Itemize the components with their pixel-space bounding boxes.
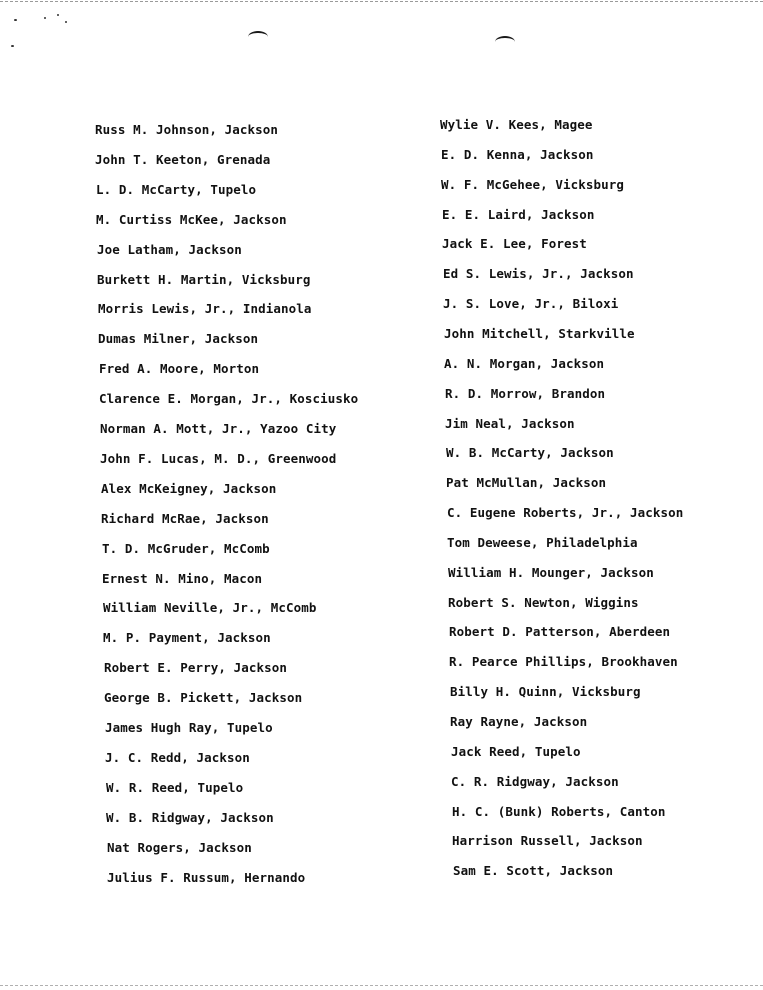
name-entry: Richard McRae, Jackson [101,510,269,526]
name-entry: H. C. (Bunk) Roberts, Canton [452,803,666,819]
name-entry: John Mitchell, Starkville [444,325,635,341]
name-entry: E. D. Kenna, Jackson [441,146,594,162]
name-entry: W. F. McGehee, Vicksburg [441,176,625,192]
name-entry: James Hugh Ray, Tupelo [105,720,273,735]
name-entry: Clarence E. Morgan, Jr., Kosciusko [99,391,359,407]
name-entry: Robert S. Newton, Wiggins [448,594,639,610]
name-entry: William H. Mounger, Jackson [448,564,654,580]
name-entry: L. D. McCarty, Tupelo [96,181,257,197]
name-entry: Dumas Milner, Jackson [98,331,259,347]
name-entry: Ed S. Lewis, Jr., Jackson [443,266,634,282]
top-perforation-line [0,1,763,2]
name-entry: John T. Keeton, Grenada [95,151,271,167]
name-entry: R. D. Morrow, Brandon [445,385,606,401]
speck [14,19,17,21]
name-entry: Tom Deweese, Philadelphia [447,534,638,550]
name-entry: Ernest N. Mino, Macon [102,570,263,586]
name-entry: Ray Rayne, Jackson [450,714,588,729]
name-entry: W. R. Reed, Tupelo [106,779,244,795]
name-entry: Pat McMullan, Jackson [446,475,607,491]
name-entry: Julius F. Russum, Hernando [107,869,306,885]
name-entry: J. S. Love, Jr., Biloxi [443,296,619,312]
name-entry: C. Eugene Roberts, Jr., Jackson [447,505,684,521]
name-entry: Jack Reed, Tupelo [451,743,581,759]
name-entry: William Neville, Jr., McComb [103,600,317,616]
left-column-mark [248,31,268,43]
name-entry: Jim Neal, Jackson [445,415,575,431]
name-entry: T. D. McGruder, McComb [102,540,270,556]
name-entry: Russ M. Johnson, Jackson [95,122,279,137]
name-entry: W. B. McCarty, Jackson [446,445,614,461]
name-entry: A. N. Morgan, Jackson [444,355,605,371]
name-entry: Nat Rogers, Jackson [107,839,252,855]
name-entry: Harrison Russell, Jackson [452,833,643,849]
name-entry: Billy H. Quinn, Vicksburg [450,684,641,700]
speck [65,21,67,23]
name-entry: J. C. Redd, Jackson [105,749,250,765]
name-entry: W. B. Ridgway, Jackson [106,809,274,825]
name-entry: Jack E. Lee, Forest [442,236,587,252]
name-entry: Burkett H. Martin, Vicksburg [97,271,311,287]
bottom-perforation-line [0,985,763,986]
speck [11,45,14,47]
name-entry: Morris Lewis, Jr., Indianola [98,301,312,317]
name-entry: Alex McKeigney, Jackson [101,480,277,496]
speck [44,17,46,19]
right-column-mark [495,36,515,48]
name-entry: M. P. Payment, Jackson [103,630,271,646]
name-entry: John F. Lucas, M. D., Greenwood [100,450,337,466]
name-entry: Fred A. Moore, Morton [99,361,260,377]
name-entry: Robert D. Patterson, Aberdeen [449,624,671,640]
speck [57,14,59,16]
name-entry: Norman A. Mott, Jr., Yazoo City [100,421,337,436]
name-entry: M. Curtiss McKee, Jackson [96,211,287,227]
name-entry: Joe Latham, Jackson [97,241,242,257]
name-entry: C. R. Ridgway, Jackson [451,773,619,789]
name-entry: R. Pearce Phillips, Brookhaven [449,654,678,670]
name-entry: George B. Pickett, Jackson [104,690,303,706]
name-entry: E. E. Laird, Jackson [442,206,595,222]
name-entry: Robert E. Perry, Jackson [104,660,288,676]
name-entry: Wylie V. Kees, Magee [440,117,593,132]
name-entry: Sam E. Scott, Jackson [453,863,614,879]
